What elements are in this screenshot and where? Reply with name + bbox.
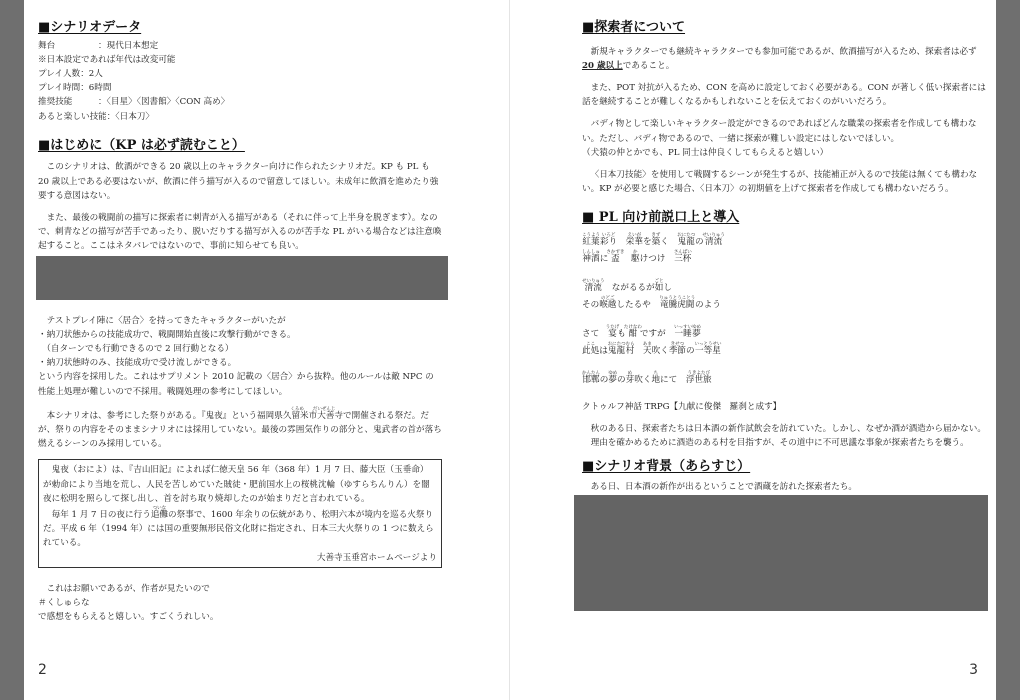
scenario-data-list — [38, 39, 442, 124]
festival-text-pre: 本シナリオは、参考にした祭りがある。『鬼夜』という福岡県 — [46, 410, 283, 421]
quote-text-post: の祭事で、1600 年余りの伝統があり、松明六本が境内を巡る火祭りだ。平成 6 年（1994 年）には国の重要無形民俗文化財に指定され、日本三大火祭りの 1 つに数えられている。 — [43, 510, 434, 549]
investigator-section — [582, 20, 988, 196]
scenario-title-line: クトゥルフ神話 TRPG【九献に俊傑 羅刹と成す】 — [582, 402, 782, 413]
redacted-block-left — [36, 256, 448, 300]
page-left — [24, 0, 510, 700]
verse-stanza — [582, 233, 988, 267]
scenario-data-key: 推奨技能 — [38, 97, 73, 108]
scenario-data-row — [38, 95, 442, 109]
verse-word: 夢ゆめ — [692, 325, 702, 340]
verse-word: 彩りいろど — [599, 233, 618, 248]
testplay-line-1: テストプレイ陣に〈居合〉を持ってきたキャラクターがいたが — [46, 315, 286, 326]
background-section — [582, 459, 988, 495]
verse-word: 一睡いっすい — [674, 325, 693, 340]
scenario-data-value: プレイ時間：6時間 — [38, 83, 112, 94]
verse-line: その喉越のどごしたるや 竜騰虎闘りゅうとうことうのよう — [582, 296, 721, 311]
investigator-paragraph-4: 〈日本刀技能〉を使用して戦闘するシーンが発生するが、技能補正が入るので技能は無くても構わない。KP が必要と感じた場合、〈日本刀〉の初期値を上げて探索者を作成しても構わないだろう。 — [582, 170, 978, 195]
verse-word: 季節きせつ — [668, 342, 687, 357]
scenario-data-row — [38, 53, 442, 67]
verse-word: 酣たけなわ — [623, 325, 642, 340]
festival-section — [38, 407, 442, 452]
scenario-data-value: ：〈目星〉〈図書館〉〈CON 高め〉 — [98, 97, 230, 108]
verse-word: 鬼龍おにたつ — [607, 342, 626, 357]
testplay-line-5: という内容を採用した。これはサプリメント 2010 記載の〈居合〉から抜粋。他のルールは敵 NPC の性能上処理が難しいので不採用。戦闘処理の参考にしてほしい。 — [38, 372, 434, 397]
verse-word: 神酒しんしゅ — [582, 250, 600, 265]
investigator-heading: ■探索者について — [582, 20, 686, 35]
scenario-data-section — [38, 20, 442, 124]
testplay-line-2: ・納刀状態からの技能成功で、戦闘開始直後に攻撃行動ができる。 — [38, 329, 296, 340]
investigator-paragraph-2: また、POT 対抗が入るため、CON を高めに設定しておく必要がある。CON が著しく低い探索者には話を継続することが難しくなるかもしれないことを伝えておくのがいいだろう。 — [582, 83, 986, 108]
scenario-data-value: ※日本設定であれば年代は改変可能 — [38, 54, 176, 65]
quote-source: 大善寺玉垂宮ホームページより — [316, 552, 437, 563]
verse-word: 清流せいりゅう — [582, 279, 605, 294]
right-page-content — [582, 20, 988, 611]
verse-line: 清流せいりゅう ながるるが如ごとし — [582, 279, 672, 294]
scenario-data-value: あると楽しい技能：〈日本刀〉 — [38, 111, 155, 122]
scenario-data-key: 舞台 — [38, 40, 56, 51]
verse-word: 如ごと — [654, 279, 664, 294]
intro-section — [38, 138, 442, 254]
verse-word: 三杯さんばい — [673, 250, 692, 265]
scenario-data-row — [38, 67, 442, 81]
verse-word: 村むら — [625, 342, 635, 357]
investigator-p1-post: であること。 — [622, 60, 675, 71]
verse-word: 一等星いっとうせい — [694, 342, 722, 357]
outro-line-3: で感想をもらえると嬉しい。すごくうれしい。 — [38, 612, 219, 623]
quote-paragraph-2 — [43, 506, 437, 551]
intro-paragraph-2: また、最後の戦闘前の描写に探索者に刺青が入る描写がある（それに伴って上半身を脱ぎます）。なので、刺青などの描写が苦手であったり、脱いだりする描写が入るのが苦手な PL がいる場合などは注意喚起すること。ここはネタバレではないので、事前に知らせても良い。 — [38, 213, 442, 252]
outro-line-1: これはお願いであるが、作者が見たいので — [46, 583, 210, 594]
scenario-data-row — [38, 39, 442, 53]
verse-word: 此処ここ — [582, 342, 600, 357]
testplay-line-3: （自ターンでも行動できるので 2 回行動となる） — [42, 344, 234, 355]
background-paragraph-1: ある日、日本酒の新作が出るということで酒蔵を訪れた探索者たち。 — [590, 482, 858, 493]
background-heading: ■シナリオ背景（あらすじ） — [582, 458, 751, 474]
festival-place — [282, 406, 344, 421]
page-number-left: 2 — [38, 662, 47, 678]
quote-text-pre: 毎年 1 月 7 日の夜に行う — [51, 510, 151, 521]
quote-word-text: 追儺 — [150, 510, 169, 521]
festival-paragraph — [38, 407, 442, 452]
verse-word: 浮世旅うきよたび — [685, 371, 712, 386]
verse-stanza — [582, 371, 988, 388]
pl-intro-paragraph-2: 理由を確かめるために酒造のある村を目指すが、その道中に不可思議な事象が探索者たちを襲う。 — [590, 438, 969, 449]
festival-place-text: 久留米市大善寺 — [282, 410, 344, 421]
investigator-paragraph-3-note: （犬猿の仲とかでも、PL 同士は仲良くしてもらえると嬉しい） — [582, 147, 829, 158]
outro-hashtag: ＃くしゅらな — [38, 598, 90, 609]
investigator-paragraph-1 — [582, 45, 988, 73]
verse-line: 紅葉こうよう彩りいろど 栄華えいがを築きずく 鬼龍おにたつの清流せいりゅう — [582, 233, 725, 248]
pl-intro-section — [582, 210, 988, 450]
pl-intro-heading: ■ PL 向け前説口上と導入 — [582, 210, 740, 226]
verse-word: 駆か — [631, 250, 640, 265]
book-edge-right — [996, 0, 1020, 700]
scenario-data-heading: ■シナリオデータ — [38, 20, 142, 35]
intro-paragraph-1: このシナリオは、飲酒ができる 20 歳以上のキャラクター向けに作られたシナリオだ。KP も PL も 20 歳以上である必要はないが、飲酒に伴う描写が入るので留意してほしい。未成年に飲酒を進めたり強要する意図はない。 — [38, 162, 439, 201]
intro-verses — [582, 233, 988, 388]
quote-word — [150, 506, 169, 521]
pl-intro-paragraph-1: 秋のある日、探索者たちは日本酒の新作試飲会を訪れていた。しかし、なぜか酒が酒造から届かない。 — [590, 424, 986, 435]
verse-line: 此処ここは鬼龍おにたつ村むら 天あま吹く季節きせつの一等星いっとうせい — [582, 342, 722, 357]
left-page-content — [38, 20, 442, 624]
verse-word: 邯鄲かんたん — [582, 371, 600, 386]
verse-word: 栄華えいが — [625, 233, 643, 248]
verse-stanza — [582, 325, 988, 359]
scenario-data-value: ：現代日本想定 — [98, 40, 159, 51]
investigator-p1-pre: 新規キャラクターでも継続キャラクターでも参加可能であるが、飲酒描写が入るため、探索者は必ず — [590, 46, 977, 57]
age-requirement: 20 歳以上 — [582, 60, 623, 71]
verse-word: 竜騰虎闘りゅうとうことう — [659, 296, 696, 311]
quote-paragraph-1: 鬼夜（おによ）は、『吉山旧記』によれば仁徳天皇 56 年（368 年）1 月 7 日、藤大臣（玉垂命）が勅命により当地を荒し、人民を苦しめていた賊徒・肥前国水上の桜桃沈輪（ゆすらちんりん）を闇夜に松明を照らして探し出し、首を討ち取り焼却したのが始まりだと言われている。 — [43, 465, 430, 504]
scenario-data-row — [38, 110, 442, 124]
festival-text-post: で開催される祭だ。だが、祭りの内容をそのままシナリオには採用していない。最後の雰囲気作りの部分と、鬼武者の首が落ち燃えるシーンのみ採用している。 — [38, 410, 442, 450]
page-right — [510, 0, 996, 700]
verse-word: 宴うたげ — [605, 325, 620, 340]
festival-place-ruby: くるめ だいぜんじ — [282, 406, 343, 412]
verse-word: 紅葉こうよう — [582, 233, 600, 248]
verse-word: 地ち — [651, 371, 661, 386]
redacted-block-right — [574, 495, 988, 611]
verse-word: 夢ゆめ — [608, 371, 618, 386]
testplay-line-4: ・納刀状態時のみ、技能成功で受け流しができる。 — [38, 358, 237, 369]
scenario-data-value: プレイ人数：2人 — [38, 69, 103, 79]
verse-line: 邯鄲かんたんの夢ゆめの芽め吹く地ちにて 浮世旅うきよたび — [582, 371, 712, 386]
page-number-right: 3 — [969, 662, 978, 678]
book-edge-left — [0, 0, 24, 700]
scenario-data-row — [38, 81, 442, 95]
verse-word: 喉越のどご — [599, 296, 617, 311]
verse-line: さて 宴うたげも酣たけなわですが 一睡いっすい夢ゆめ — [582, 325, 702, 340]
verse-word: 築きず — [651, 233, 661, 248]
verse-word: 天あま — [642, 342, 652, 357]
verse-word: 芽め — [625, 371, 635, 386]
intro-heading: ■はじめに（KP は必ず読むこと） — [38, 137, 245, 153]
festival-quote-box — [38, 459, 442, 567]
verse-word: 清流せいりゅう — [702, 233, 725, 248]
verse-word: 盃さかずき — [606, 250, 625, 265]
verse-word: 鬼龍おにたつ — [677, 233, 696, 248]
outro-section — [38, 582, 442, 625]
verse-line: 神酒しんしゅに盃さかずき 駆かけつけ 三杯さんばい — [582, 250, 692, 265]
investigator-paragraph-3: バディ物として楽しいキャラクター設定ができるのであればどんな職業の探索者を作成しても構わない。ただし、バディ物であるので、一緒に探索が難しい設定にはしないでほしい。 — [582, 119, 977, 144]
testplay-section — [38, 314, 442, 399]
quote-word-ruby: ついな — [150, 506, 168, 512]
verse-stanza — [582, 279, 988, 313]
